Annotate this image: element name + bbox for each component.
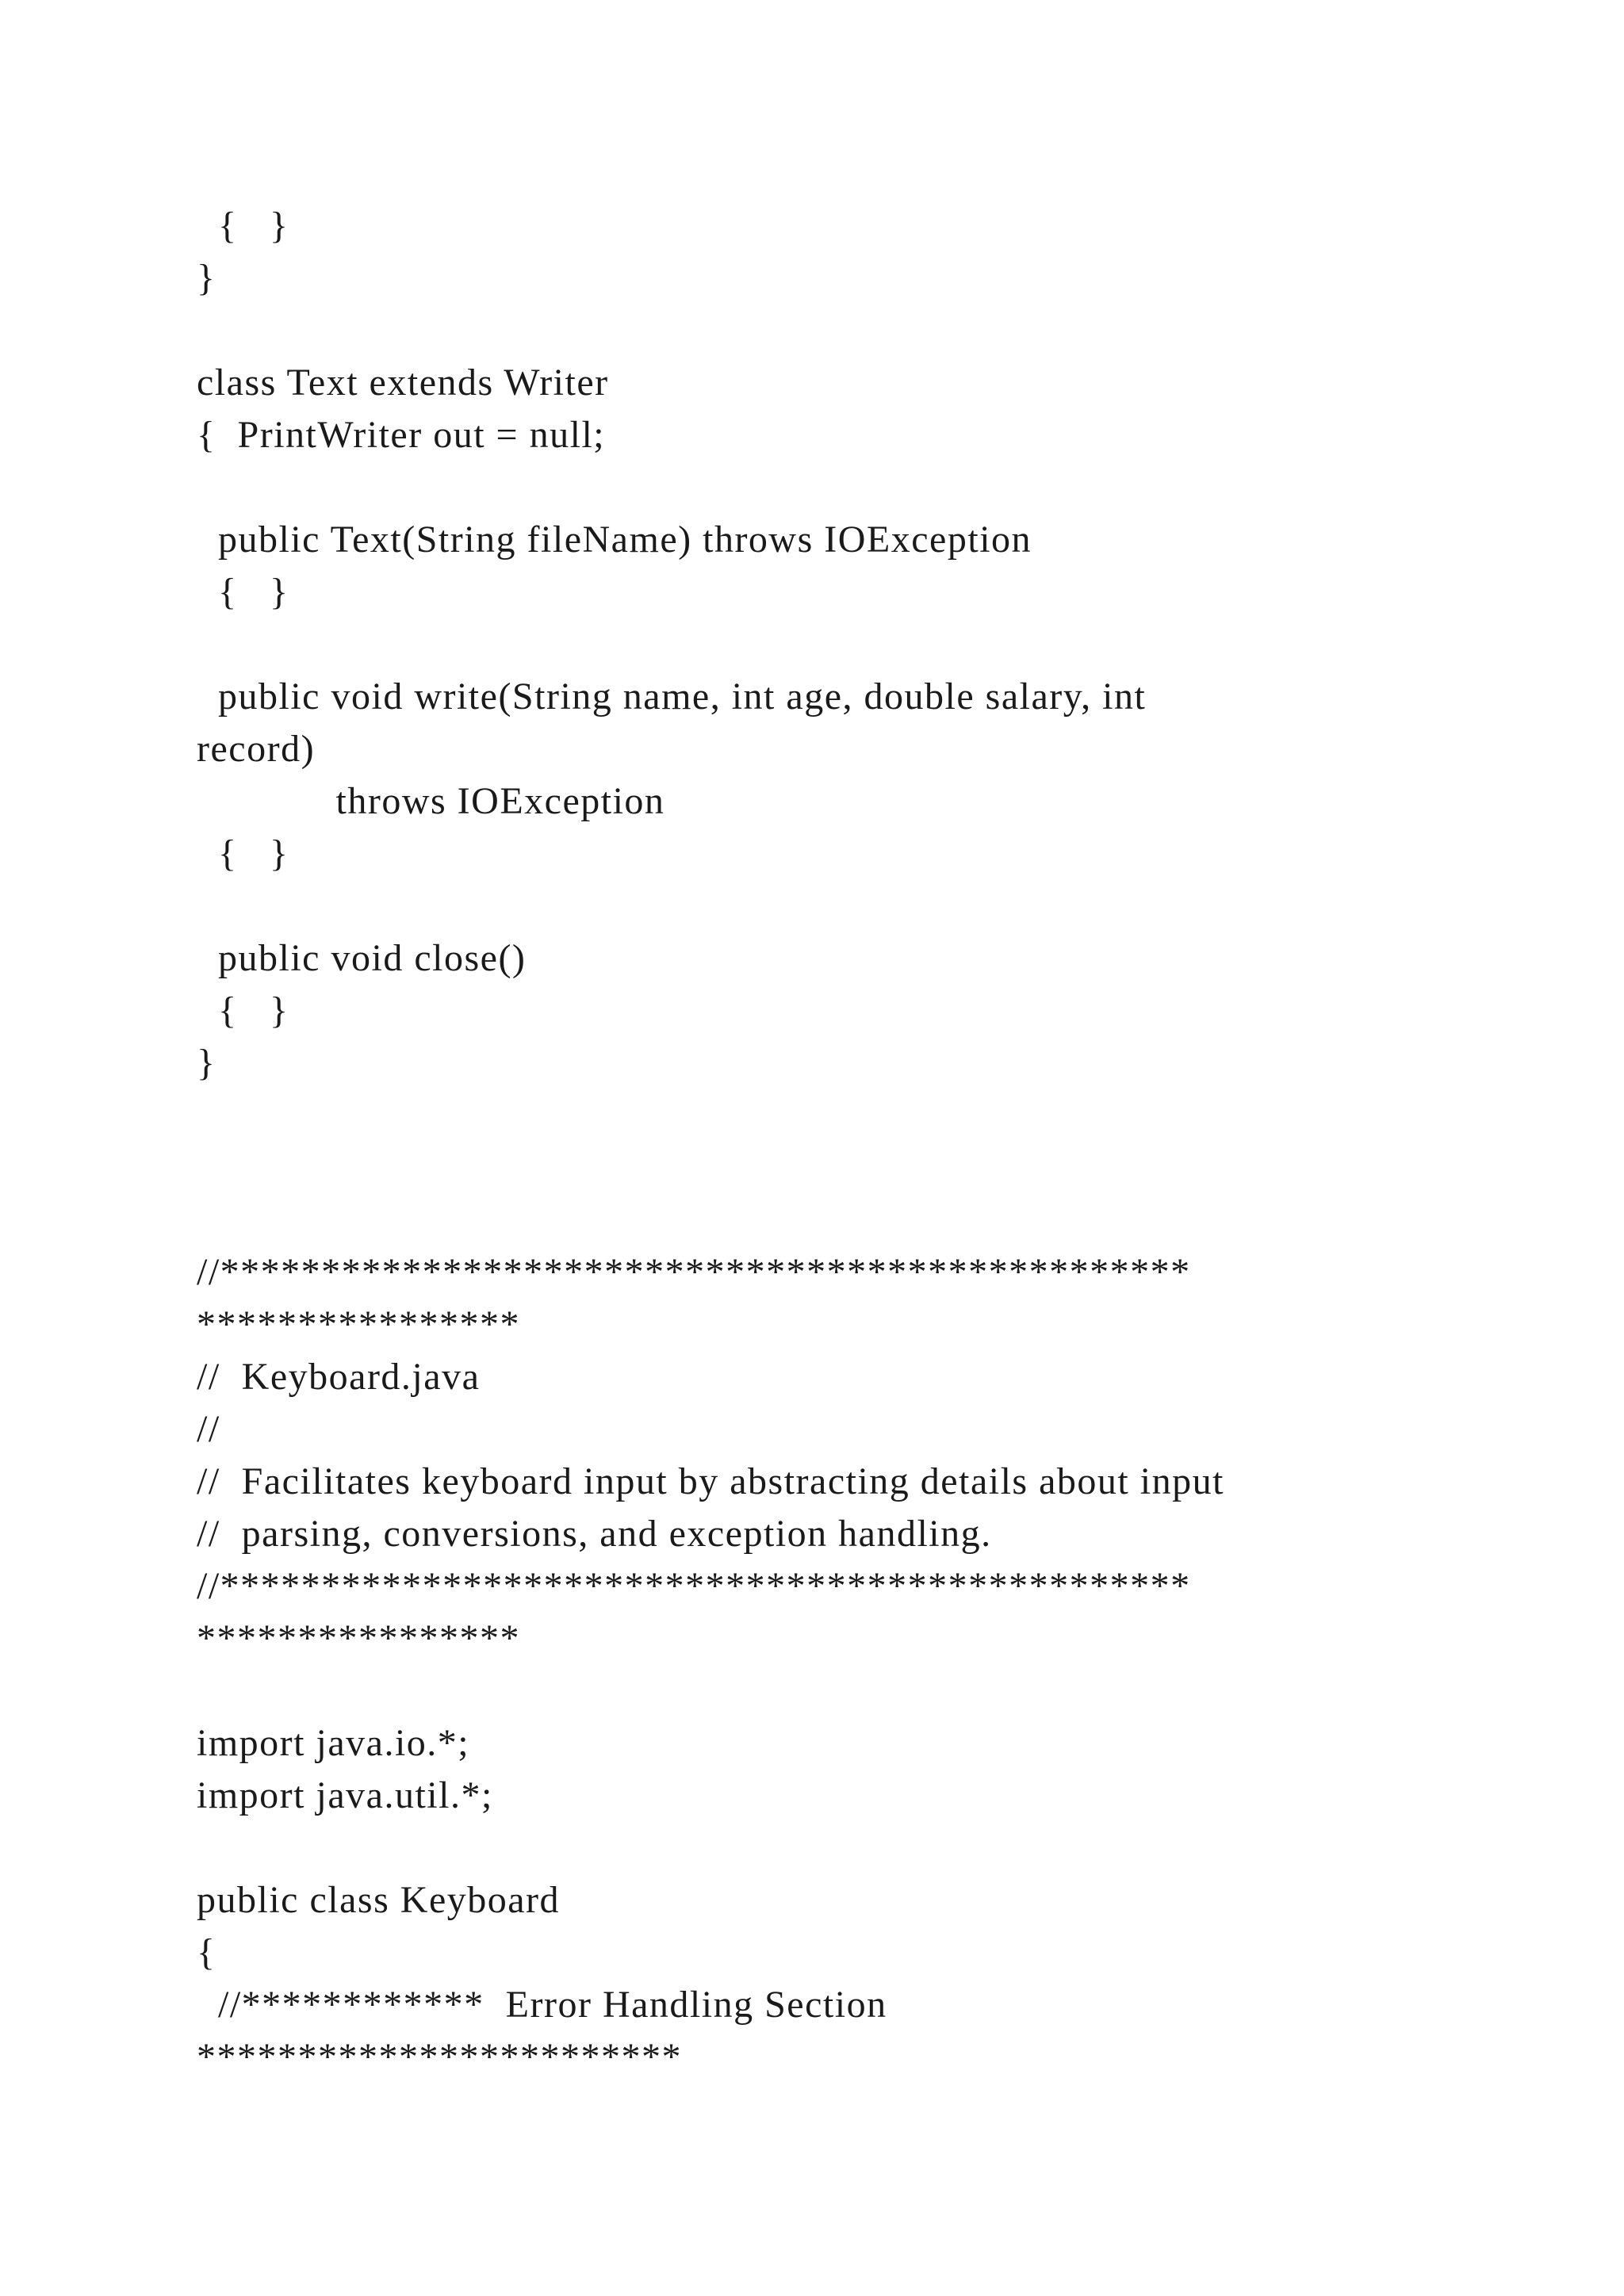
code-line: //************************************************ <box>197 1565 1191 1607</box>
code-line: public void write(String name, int age, double salary, int <box>197 675 1147 718</box>
code-line: { } <box>197 571 289 613</box>
code-line: // Keyboard.java <box>197 1356 481 1398</box>
code-line: } <box>197 257 216 299</box>
code-line: // parsing, conversions, and exception handling. <box>197 1513 992 1555</box>
code-line: record) <box>197 728 316 770</box>
code-line: public Text(String fileName) throws IOException <box>197 519 1032 561</box>
code-line: //************ Error Handling Section <box>197 1984 887 2026</box>
code-line: **************** <box>197 1617 520 1659</box>
code-line: { <box>197 1931 216 1973</box>
code-line: // <box>197 1408 220 1450</box>
code-line: { PrintWriter out = null; <box>197 414 606 456</box>
code-line: { } <box>197 205 289 247</box>
code-line: // Facilitates keyboard input by abstracting details about input <box>197 1460 1224 1502</box>
code-line: **************** <box>197 1303 520 1345</box>
code-line: //************************************************ <box>197 1251 1191 1293</box>
code-line: public void close() <box>197 937 527 979</box>
code-line: import java.io.*; <box>197 1722 470 1764</box>
code-line: } <box>197 1042 216 1084</box>
code-line: { } <box>197 832 289 874</box>
code-line: { } <box>197 989 289 1031</box>
code-line: import java.util.*; <box>197 1774 493 1816</box>
code-line: ************************ <box>197 2036 682 2078</box>
code-line: public class Keyboard <box>197 1879 561 1921</box>
code-line: throws IOException <box>197 780 665 822</box>
code-line: class Text extends Writer <box>197 362 609 404</box>
